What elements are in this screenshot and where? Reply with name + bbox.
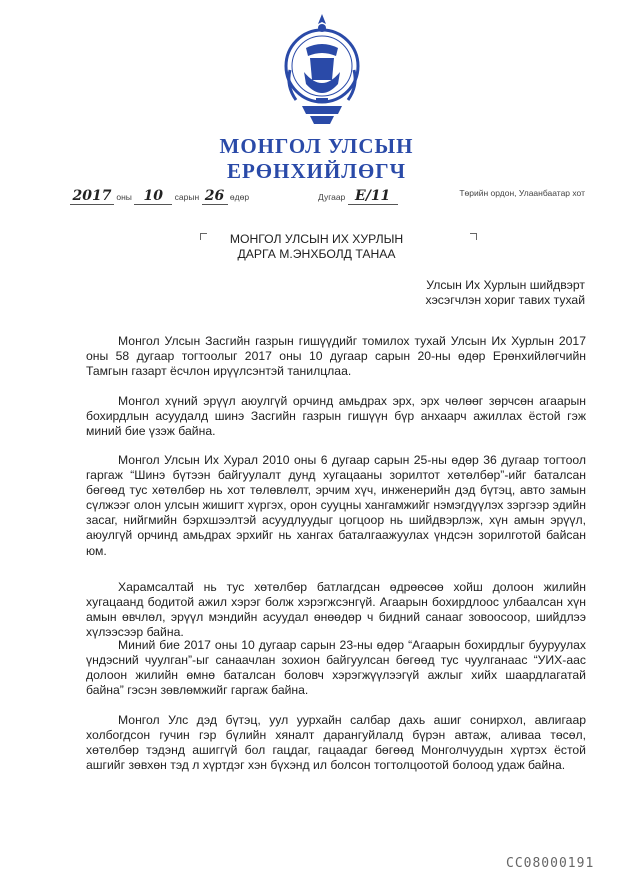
date-field [70,188,249,205]
body-paragraph: Харамсалтай нь тус хөтөлбөр батлагдсан өдрөөсөө хойш долоон жилийн хугацаанд бодитой ажил хэрэг болж хэрэгжсэнгүй. Агаарын бохирдлоос улбаалсан хүн амын өвчлөл, эрүүл мэндийн асуудал өнөөдөр ч бидний санааг зовоосоор, шийдлээ хүлээсээр байна. [86,580,586,640]
body-paragraph: Монгол Улс дэд бүтэц, уул уурхайн салбар дахь ашиг сонирхол, авлигаар холбогдсон гучин гэр бүлийн хяналт дарангуйлалд бүрэн автаж, аливаа төсөл, хөтөлбөр тэдэнд ашиггүй бол гацдаг, гацаадаг бөгөөд Монголчуудын хүртэх ёстой ашгийг зөвхөн тэд л хүртдэг хэн бүхэнд ил болсон тогтолцоотой болоод удаж байна. [86,713,586,773]
date-day: 26 [202,188,228,205]
organization-title-line1: МОНГОЛ УЛСЫН [219,134,414,158]
document-serial-number: СС08000191 [506,856,595,871]
addressee [0,232,633,262]
body-paragraph: Монгол Улсын Засгийн газрын гишүүдийг томилох тухай Улсын Их Хурлын 2017 оны 58 дугаар тогтоолыг 2017 оны 10 дугаар сарын 20-ны өдөр Ерөнхийлөгчийн Тамгын газарт ёсчлон ирүүлсэнтэй танилцлаа. [86,334,586,379]
organization-title-line2: ЕРӨНХИЙЛӨГЧ [226,159,407,183]
date-year: 2017 [70,188,114,205]
location: Төрийн ордон, Улаанбаатар хот [459,188,585,198]
body-paragraph: Монгол хүний эрүүл аюулгүй орчинд амьдрах эрх, эрх чөлөөг зөрчсөн агаарын бохирдлын асуудалд шинэ Засгийн газрын гишүүн бүр анхаарч ажиллах ёстой гэж миний бие үзэж байна. [86,394,586,439]
body-paragraph: Миний бие 2017 оны 10 дугаар сарын 23-ны өдөр “Агаарын бохирдлыг бууруулах үндэсний чуулган”-ыг санаачлан зохион байгуулсан бөгөөд тус чуулганаас “УИХ-аас долоон жилийн өмнө баталсан боловч хэрэгжүүлээгүй ажлыг хийх шаардлагатай байна” гэсэн зөвлөмжийг гаргаж байна. [86,638,586,698]
addressee-line2: ДАРГА М.ЭНХБОЛД ТАНАА [237,247,396,261]
date-month-suffix: сарын [174,192,200,202]
state-emblem-icon [282,10,362,128]
number-value: Е/11 [348,188,398,205]
date-month: 10 [134,188,172,205]
subject [426,278,586,308]
body-paragraph: Монгол Улсын Их Хурал 2010 оны 6 дугаар сарын 25-ны өдөр 36 дугаар тогтоол гаргаж “Шинэ бүтээн байгуулалт дунд хугацааны зорилтот хөтөлбөр”-ийг баталсан бөгөөд тус хөтөлбөр нь хот төлөвлөлт, эрчим хүч, инженерийн дэд бүтэц, авто замын сүлжээг олон улсын жишигт хүргэх, орон сууцны хангамжийг нэмэгдүүлэх зэргээр эдийн засаг, нийгмийн бэрхшээлтэй асуудлуудыг цогцоор нь шийдвэрлэж, хүн амын эрүүл, аюулгүй орчинд амьдрах эрхийг нь хангах баталгаажуулах үндсэн зорилготой байсан юм. [86,453,586,558]
date-day-suffix: өдөр [229,192,250,202]
number-label: Дугаар [318,192,346,202]
date-year-suffix: оны [116,192,132,202]
addressee-line1: МОНГОЛ УЛСЫН ИХ ХУРЛЫН [229,232,404,246]
subject-line1: Улсын Их Хурлын шийдвэрт [426,278,585,292]
document-number [318,188,398,205]
subject-line2: хэсэгчлэн хориг тавих тухай [425,293,585,307]
